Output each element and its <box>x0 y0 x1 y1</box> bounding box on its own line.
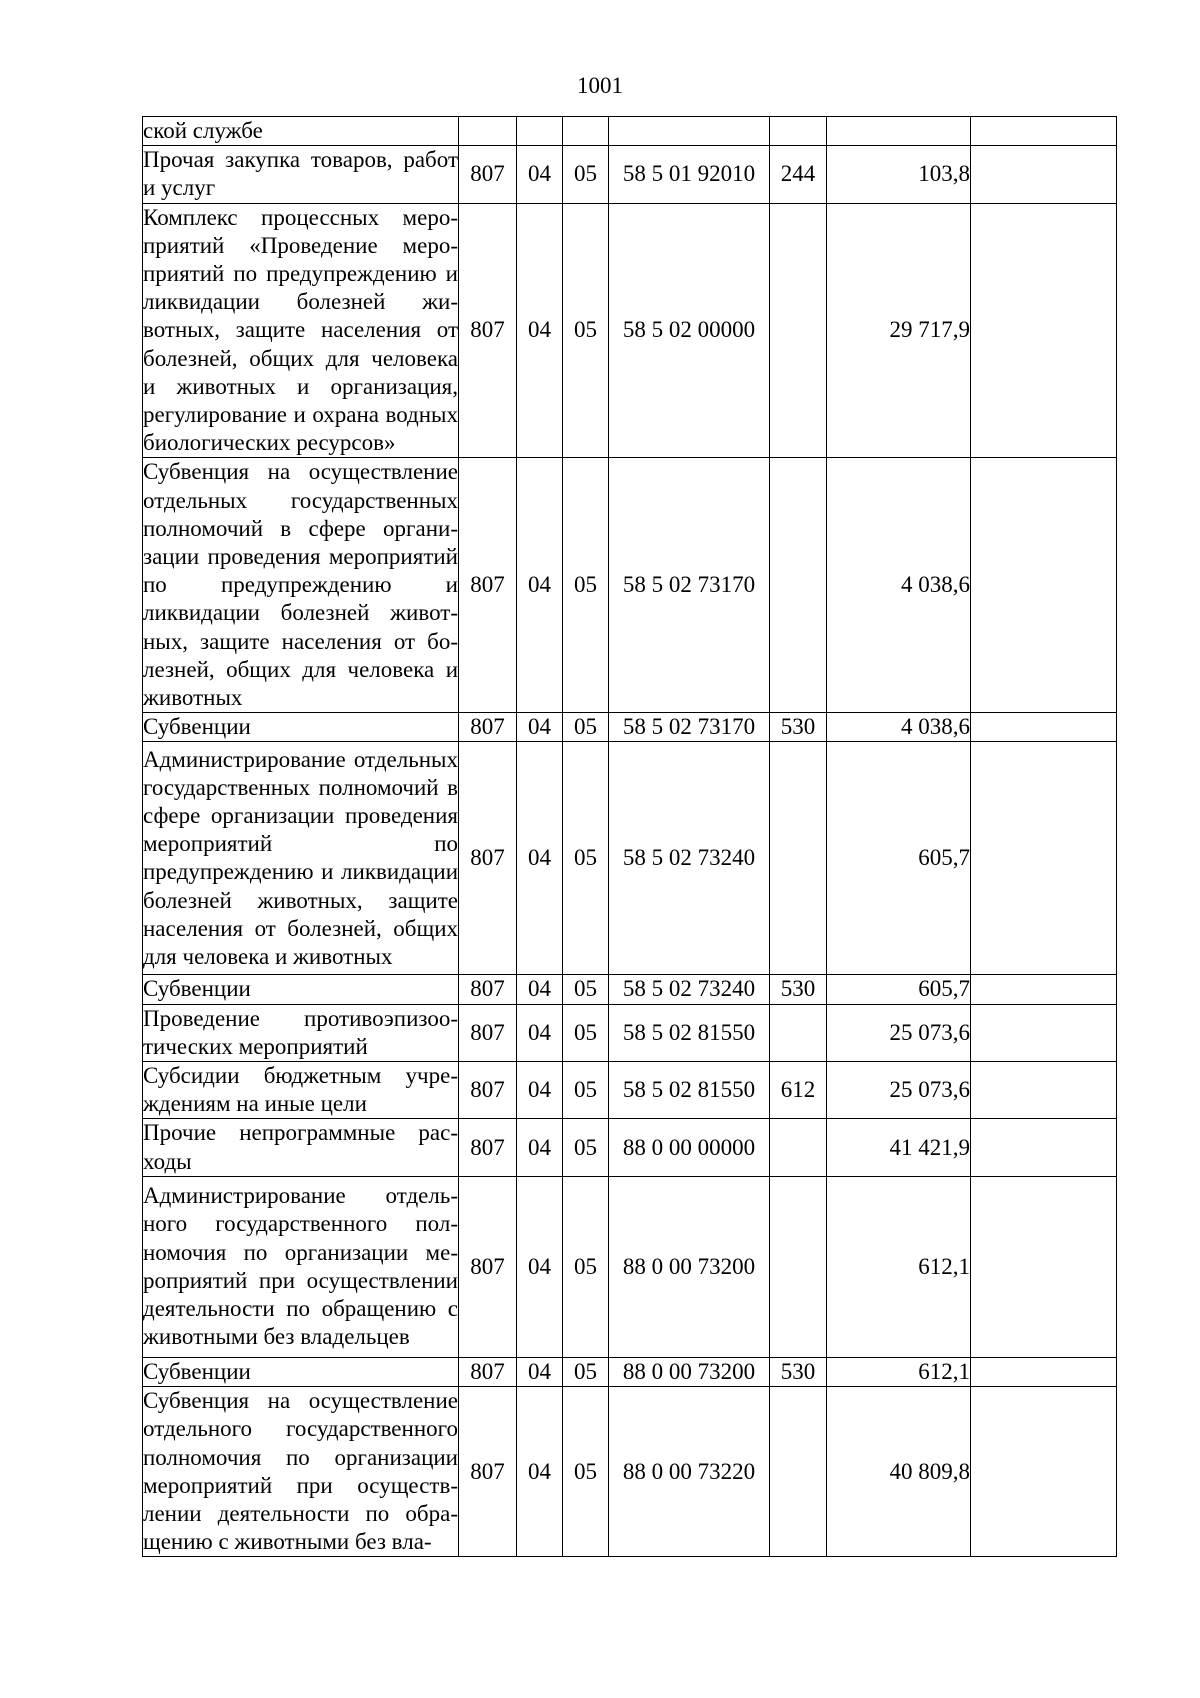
expense-type-code: 612 <box>770 1062 827 1119</box>
empty-cell <box>971 203 1117 458</box>
subsection-code: 05 <box>563 1176 609 1357</box>
table-body <box>143 117 1117 1557</box>
empty-cell <box>971 975 1117 1004</box>
budget-table <box>142 116 1117 1557</box>
row-description: Администрирование отдельных государственных полномочий в сфере организации проведения мероприятий по предупреждению и ликвидации болезней животных, защите населения от болезней, общих для человека и животных <box>143 742 459 975</box>
department-code: 807 <box>459 203 517 458</box>
expense-type-code <box>770 742 827 975</box>
row-description: Субвенции <box>143 713 459 742</box>
expense-type-code: 530 <box>770 975 827 1004</box>
department-code: 807 <box>459 146 517 203</box>
section-code: 04 <box>517 1176 563 1357</box>
section-code: 04 <box>517 1062 563 1119</box>
department-code: 807 <box>459 713 517 742</box>
table-row <box>143 203 1117 458</box>
table-row <box>143 1004 1117 1061</box>
row-description: Субвенции <box>143 975 459 1004</box>
subsection-code: 05 <box>563 713 609 742</box>
empty-cell <box>971 713 1117 742</box>
table-row <box>143 742 1117 975</box>
target-article-code: 58 5 02 73240 <box>609 742 770 975</box>
amount-value: 25 073,6 <box>827 1004 971 1061</box>
subsection-code: 05 <box>563 203 609 458</box>
target-article-code: 58 5 02 73170 <box>609 713 770 742</box>
page-number: 1001 <box>577 73 623 98</box>
expense-type-code <box>770 1004 827 1061</box>
department-code: 807 <box>459 742 517 975</box>
table-row <box>143 1387 1117 1557</box>
department-code: 807 <box>459 1357 517 1386</box>
row-description: ской службе <box>143 117 459 146</box>
target-article-code: 88 0 00 00000 <box>609 1119 770 1176</box>
subsection-code: 05 <box>563 1004 609 1061</box>
amount-value: 103,8 <box>827 146 971 203</box>
table-row <box>143 1062 1117 1119</box>
subsection-code: 05 <box>563 146 609 203</box>
row-description: Субсидии бюджетным учреждениям на иные цели <box>143 1062 459 1119</box>
subsection-code: 05 <box>563 1357 609 1386</box>
empty-cell <box>971 1387 1117 1557</box>
empty-cell <box>971 1004 1117 1061</box>
table-row <box>143 713 1117 742</box>
section-code: 04 <box>517 146 563 203</box>
empty-cell <box>971 1119 1117 1176</box>
amount-value: 605,7 <box>827 975 971 1004</box>
subsection-code <box>563 117 609 146</box>
department-code: 807 <box>459 975 517 1004</box>
row-description: Прочая закупка товаров, работ и услуг <box>143 146 459 203</box>
target-article-code <box>609 117 770 146</box>
amount-value: 29 717,9 <box>827 203 971 458</box>
row-description: Проведение противоэпизоотических мероприятий <box>143 1004 459 1061</box>
department-code: 807 <box>459 1176 517 1357</box>
expense-type-code: 530 <box>770 713 827 742</box>
row-description: Субвенция на осуществление отдельных государственных полномочий в сфере организации проведения мероприятий по предупреждению и ликвидации болезней животных, защите населения от болезней, общих для человека и животных <box>143 458 459 713</box>
empty-cell <box>971 1176 1117 1357</box>
target-article-code: 58 5 02 73170 <box>609 458 770 713</box>
subsection-code: 05 <box>563 1062 609 1119</box>
target-article-code: 88 0 00 73200 <box>609 1357 770 1386</box>
expense-type-code <box>770 458 827 713</box>
table-row <box>143 146 1117 203</box>
amount-value: 41 421,9 <box>827 1119 971 1176</box>
expense-type-code <box>770 117 827 146</box>
row-description: Комплекс процессных мероприятий «Проведение мероприятий по предупреждению и ликвидации болезней животных, защите населения от болезней, общих для человека и животных и организация, регулирование и охрана водных биологических ресурсов» <box>143 203 459 458</box>
empty-cell <box>971 1062 1117 1119</box>
target-article-code: 58 5 01 92010 <box>609 146 770 203</box>
target-article-code: 58 5 02 73240 <box>609 975 770 1004</box>
expense-type-code: 530 <box>770 1357 827 1386</box>
table-row <box>143 1119 1117 1176</box>
section-code: 04 <box>517 1387 563 1557</box>
section-code: 04 <box>517 203 563 458</box>
row-description: Администрирование отдельного государственного полномочия по организации мероприятий при осуществлении деятельности по обращению с животными без владельцев <box>143 1176 459 1357</box>
amount-value: 4 038,6 <box>827 458 971 713</box>
row-description: Субвенция на осуществление отдельного государственного полномочия по организации мероприятий при осуществлении деятельности по обращению с животными без вла- <box>143 1387 459 1557</box>
subsection-code: 05 <box>563 1119 609 1176</box>
table-row <box>143 458 1117 713</box>
table-row <box>143 975 1117 1004</box>
amount-value: 612,1 <box>827 1176 971 1357</box>
department-code: 807 <box>459 1119 517 1176</box>
row-description: Субвенции <box>143 1357 459 1386</box>
expense-type-code <box>770 203 827 458</box>
target-article-code: 58 5 02 81550 <box>609 1062 770 1119</box>
row-description: Прочие непрограммные расходы <box>143 1119 459 1176</box>
empty-cell <box>971 146 1117 203</box>
subsection-code: 05 <box>563 975 609 1004</box>
empty-cell <box>971 742 1117 975</box>
section-code: 04 <box>517 713 563 742</box>
empty-cell <box>971 117 1117 146</box>
expense-type-code <box>770 1176 827 1357</box>
section-code: 04 <box>517 742 563 975</box>
section-code: 04 <box>517 1004 563 1061</box>
department-code: 807 <box>459 1004 517 1061</box>
target-article-code: 88 0 00 73220 <box>609 1387 770 1557</box>
department-code: 807 <box>459 458 517 713</box>
amount-value: 25 073,6 <box>827 1062 971 1119</box>
amount-value <box>827 117 971 146</box>
department-code: 807 <box>459 1387 517 1557</box>
table-row <box>143 1176 1117 1357</box>
expense-type-code <box>770 1387 827 1557</box>
section-code: 04 <box>517 1357 563 1386</box>
amount-value: 40 809,8 <box>827 1387 971 1557</box>
expense-type-code <box>770 1119 827 1176</box>
amount-value: 605,7 <box>827 742 971 975</box>
amount-value: 612,1 <box>827 1357 971 1386</box>
target-article-code: 88 0 00 73200 <box>609 1176 770 1357</box>
section-code: 04 <box>517 975 563 1004</box>
subsection-code: 05 <box>563 458 609 713</box>
target-article-code: 58 5 02 81550 <box>609 1004 770 1061</box>
section-code: 04 <box>517 458 563 713</box>
subsection-code: 05 <box>563 1387 609 1557</box>
table-row <box>143 117 1117 146</box>
empty-cell <box>971 1357 1117 1386</box>
target-article-code: 58 5 02 00000 <box>609 203 770 458</box>
section-code: 04 <box>517 1119 563 1176</box>
section-code <box>517 117 563 146</box>
department-code: 807 <box>459 1062 517 1119</box>
empty-cell <box>971 458 1117 713</box>
department-code <box>459 117 517 146</box>
subsection-code: 05 <box>563 742 609 975</box>
expense-type-code: 244 <box>770 146 827 203</box>
table-row <box>143 1357 1117 1386</box>
amount-value: 4 038,6 <box>827 713 971 742</box>
